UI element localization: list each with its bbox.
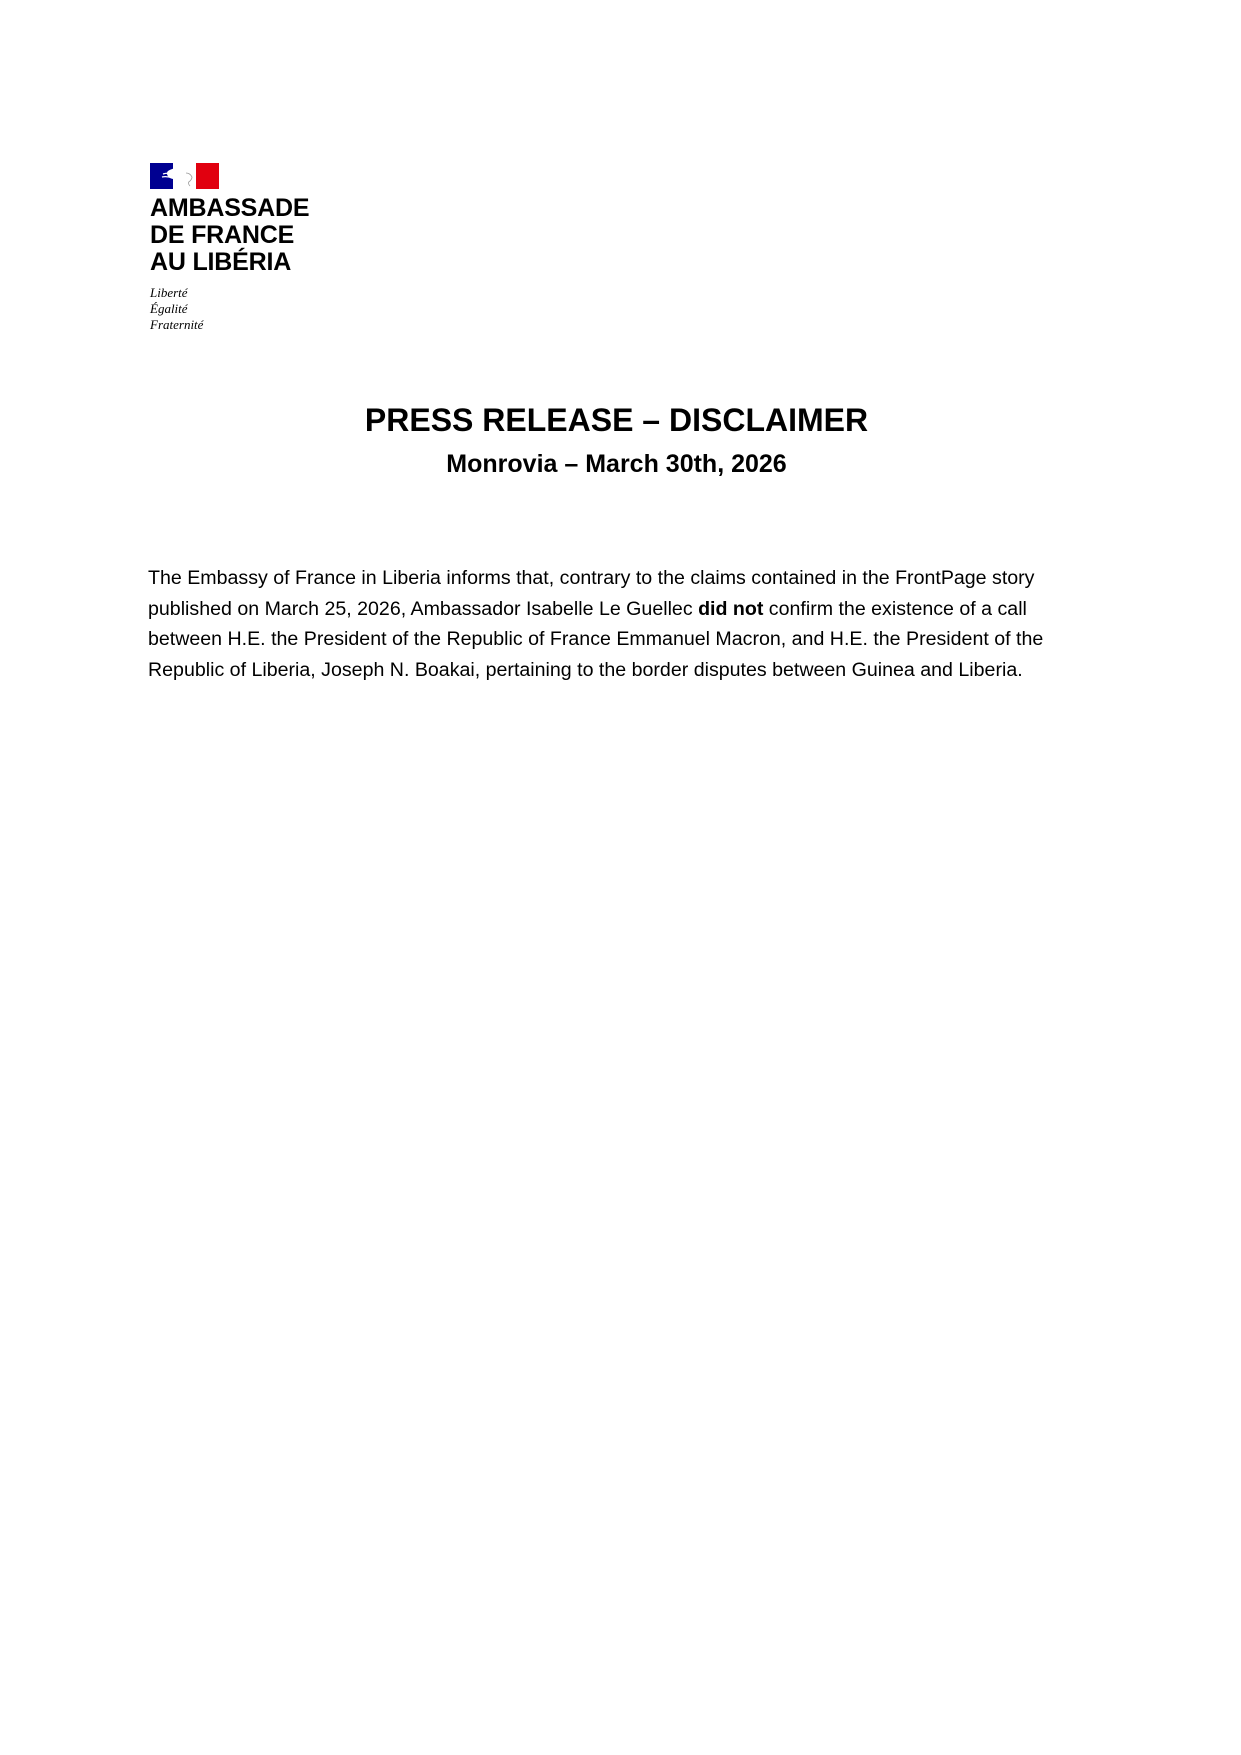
body-line-1: The Embassy of France in Liberia informs that, contrary to the claims contained in the FrontPage story — [148, 567, 1035, 589]
body-line-2-before: published on March 25, 2026, Ambassador Isabelle Le Guellec — [148, 597, 699, 620]
embassy-logo — [150, 163, 330, 333]
embassy-name-line-1: AMBASSADE — [150, 194, 310, 222]
motto-egalite: Égalité — [150, 301, 188, 316]
embassy-name-line-3: AU LIBÉRIA — [150, 248, 292, 276]
embassy-name — [150, 195, 330, 276]
title-block — [0, 400, 1241, 481]
embassy-name-line-2: DE FRANCE — [150, 221, 295, 249]
body-paragraph — [148, 563, 1100, 685]
body-line-2-emphasis: did not — [698, 597, 764, 620]
body-line-3: between H.E. the President of the Republic of France Emmanuel Macron, and H.E. the President of the — [148, 628, 1044, 650]
republic-motto — [150, 285, 330, 333]
page-subtitle: Monrovia – March 30th, 2026 — [446, 450, 787, 478]
motto-fraternite: Fraternité — [150, 317, 204, 332]
body-line-2 — [148, 594, 1100, 625]
body-line-4: Republic of Liberia, Joseph N. Boakai, pertaining to the border disputes between Guinea and Liberia. — [148, 658, 1023, 681]
motto-liberte: Liberté — [150, 285, 188, 300]
page-title: PRESS RELEASE – DISCLAIMER — [364, 402, 869, 438]
body-line-2-after: confirm the existence of a call — [763, 597, 1027, 620]
marianne-flag-icon — [150, 163, 219, 189]
